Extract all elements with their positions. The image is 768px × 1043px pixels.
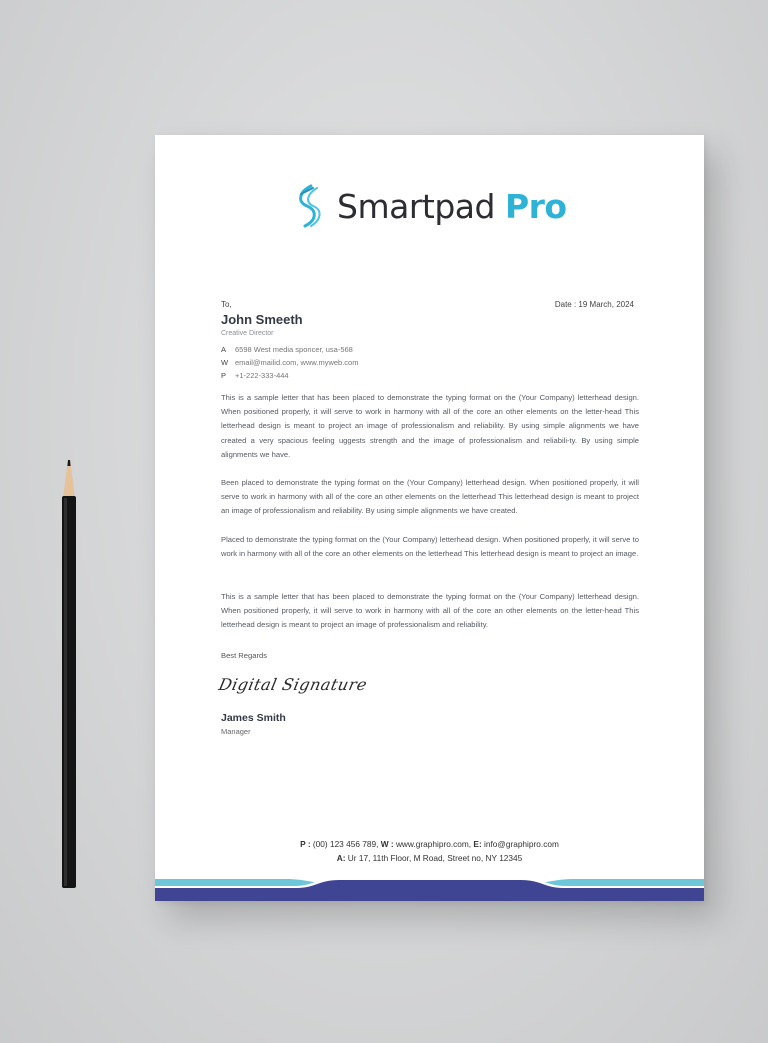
paragraph-2: Been placed to demonstrate the typing format on the (Your Company) letterhead design. When positioned properly, it will serve to work in harmony with all of the core an other elements on the letterhead This letterhead design is meant to project an image of professionalism and reliability. By using simple alignments we have created. bbox=[221, 478, 639, 516]
brand-logo bbox=[291, 179, 567, 233]
footer-wave bbox=[155, 877, 704, 901]
letterhead-page bbox=[155, 135, 704, 901]
brand-accent: Pro bbox=[504, 186, 567, 226]
recipient-web: W email@mailid.com, www.myweb.com bbox=[221, 358, 359, 367]
recipient-title: Creative Director bbox=[221, 330, 274, 337]
brand-name: Smartpad Pro bbox=[337, 186, 567, 226]
signature: Digital Signature bbox=[216, 675, 370, 694]
footer-contact: P : (00) 123 456 789, W : www.graphipro.com, E: info@graphipro.com bbox=[300, 839, 559, 849]
signer-name: James Smith bbox=[221, 712, 286, 724]
paragraph-4: This is a sample letter that has been placed to demonstrate the typing format on the (Your Company) letterhead design. When positioned properly, it will serve to work in harmony with all of the core an other elements on the letter-head This letterhead design is meant to project an image of professionalism and reliability. bbox=[221, 592, 639, 630]
letter-date: Date : 19 March, 2024 bbox=[554, 300, 634, 309]
closing: Best Regards bbox=[221, 651, 268, 660]
to-label: To, bbox=[221, 300, 232, 309]
recipient-name: John Smeeth bbox=[221, 312, 303, 327]
pencil-image bbox=[60, 458, 78, 890]
recipient-phone: P +1-222-333-444 bbox=[221, 371, 289, 380]
recipient-address: A 6598 West media sponcer, usa-568 bbox=[221, 345, 353, 354]
footer-address: A: Ur 17, 11th Floor, M Road, Street no, NY 12345 bbox=[336, 853, 523, 863]
swirl-logo-icon bbox=[291, 182, 329, 230]
signer-role: Manager bbox=[221, 727, 251, 736]
paragraph-1: This is a sample letter that has been placed to demonstrate the typing format on the (Your Company) letterhead design. When positioned properly, it will serve to work in harmony with all of the core an other elements on the letter-head This letterhead design is meant to project an image of professionalism and reliability. By using simple alignments we have created a very spacious feeling uggests strength and the image of professionalism and reliabili-ty. By using simple alignments we have. bbox=[221, 393, 639, 459]
paragraph-3: Placed to demonstrate the typing format on the (Your Company) letterhead design. When positioned properly, it will serve to work in harmony with all of the core an other elements on the letterhead This letterhead design is meant to project an image. bbox=[221, 535, 639, 559]
